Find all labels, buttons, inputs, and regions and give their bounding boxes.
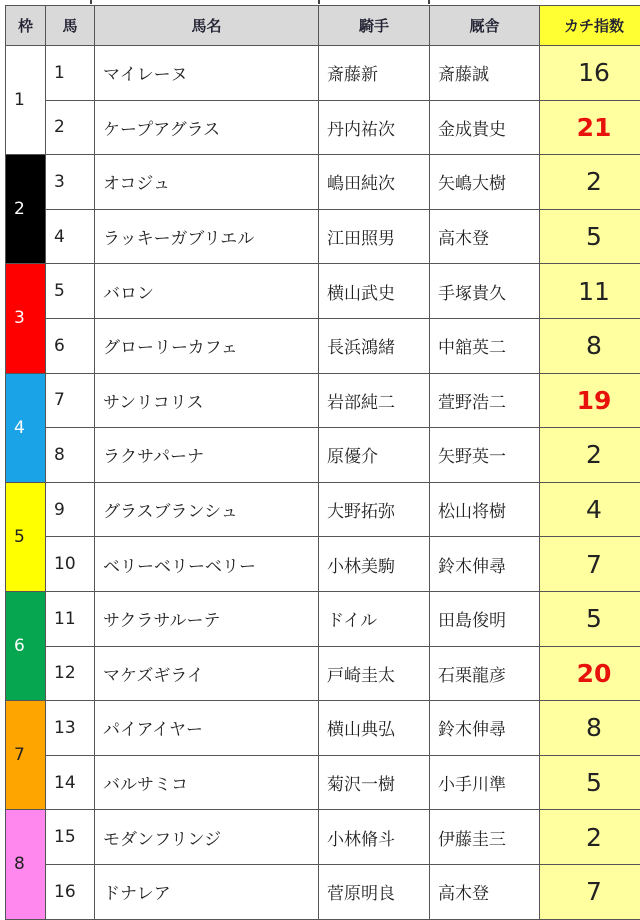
table-header-row <box>6 6 640 46</box>
jockey-cell: 横山武史 <box>319 264 430 319</box>
score-cell: 5 <box>540 209 640 264</box>
table-row <box>6 428 640 483</box>
trainer-cell: 矢野英一 <box>430 428 540 483</box>
jockey-cell: 長浜鴻緒 <box>319 318 430 373</box>
jockey-cell: 菊沢一樹 <box>319 755 430 810</box>
table-row <box>6 373 640 428</box>
score-cell: 2 <box>540 810 640 865</box>
horse-number-cell: 12 <box>46 646 95 701</box>
table-row <box>6 155 640 210</box>
table-row <box>6 810 640 865</box>
header-horse-name: 馬名 <box>95 6 319 46</box>
score-cell: 19 <box>540 373 640 428</box>
jockey-cell: 戸崎圭太 <box>319 646 430 701</box>
header-score: カチ指数 <box>540 6 640 46</box>
horse-name-cell: ベリーベリーベリー <box>95 537 319 592</box>
horse-number-cell: 3 <box>46 155 95 210</box>
score-cell: 2 <box>540 428 640 483</box>
score-cell: 16 <box>540 46 640 101</box>
trainer-cell: 石栗龍彦 <box>430 646 540 701</box>
score-cell: 5 <box>540 755 640 810</box>
score-cell: 5 <box>540 591 640 646</box>
score-cell: 4 <box>540 482 640 537</box>
score-cell: 8 <box>540 318 640 373</box>
table-row <box>6 646 640 701</box>
trainer-cell: 小手川準 <box>430 755 540 810</box>
table-row <box>6 864 640 919</box>
table-row <box>6 701 640 756</box>
horse-number-cell: 6 <box>46 318 95 373</box>
horse-name-cell: ドナレア <box>95 864 319 919</box>
jockey-cell: 大野拓弥 <box>319 482 430 537</box>
horse-name-cell: バルサミコ <box>95 755 319 810</box>
trainer-cell: 斎藤誠 <box>430 46 540 101</box>
jockey-cell: 原優介 <box>319 428 430 483</box>
header-horse-number: 馬 <box>46 6 95 46</box>
horse-number-cell: 14 <box>46 755 95 810</box>
horse-number-cell: 7 <box>46 373 95 428</box>
trainer-cell: 金成貴史 <box>430 100 540 155</box>
table-row <box>6 755 640 810</box>
jockey-cell: 丹内祐次 <box>319 100 430 155</box>
trainer-cell: 中舘英二 <box>430 318 540 373</box>
horse-name-cell: バロン <box>95 264 319 319</box>
frame-cell: 4 <box>6 373 46 482</box>
horse-number-cell: 4 <box>46 209 95 264</box>
score-cell: 7 <box>540 864 640 919</box>
horse-name-cell: ラッキーガブリエル <box>95 209 319 264</box>
horse-name-cell: ケープアグラス <box>95 100 319 155</box>
trainer-cell: 手塚貴久 <box>430 264 540 319</box>
jockey-cell: 小林美駒 <box>319 537 430 592</box>
score-cell: 21 <box>540 100 640 155</box>
frame-cell: 7 <box>6 701 46 810</box>
jockey-cell: 嶋田純次 <box>319 155 430 210</box>
jockey-cell: 菅原明良 <box>319 864 430 919</box>
horse-number-cell: 2 <box>46 100 95 155</box>
frame-cell: 5 <box>6 482 46 591</box>
horse-name-cell: マケズギライ <box>95 646 319 701</box>
top-border <box>0 0 640 4</box>
frame-cell: 1 <box>6 46 46 155</box>
trainer-cell: 伊藤圭三 <box>430 810 540 865</box>
jockey-cell: 斎藤新 <box>319 46 430 101</box>
trainer-cell: 高木登 <box>430 209 540 264</box>
frame-cell: 3 <box>6 264 46 373</box>
score-cell: 2 <box>540 155 640 210</box>
horse-name-cell: マイレーヌ <box>95 46 319 101</box>
table-row <box>6 264 640 319</box>
table-row <box>6 100 640 155</box>
horse-number-cell: 13 <box>46 701 95 756</box>
trainer-cell: 鈴木伸尋 <box>430 537 540 592</box>
trainer-cell: 松山将樹 <box>430 482 540 537</box>
jockey-cell: 岩部純二 <box>319 373 430 428</box>
horse-number-cell: 15 <box>46 810 95 865</box>
trainer-cell: 鈴木伸尋 <box>430 701 540 756</box>
score-cell: 20 <box>540 646 640 701</box>
table-row <box>6 482 640 537</box>
horse-number-cell: 1 <box>46 46 95 101</box>
score-cell: 11 <box>540 264 640 319</box>
horse-number-cell: 11 <box>46 591 95 646</box>
horse-name-cell: パイアイヤー <box>95 701 319 756</box>
header-jockey: 騎手 <box>319 6 430 46</box>
horse-number-cell: 16 <box>46 864 95 919</box>
jockey-cell: 江田照男 <box>319 209 430 264</box>
horse-name-cell: サクラサルーテ <box>95 591 319 646</box>
frame-cell: 2 <box>6 155 46 264</box>
horse-name-cell: ラクサパーナ <box>95 428 319 483</box>
score-cell: 7 <box>540 537 640 592</box>
frame-cell: 6 <box>6 591 46 700</box>
horse-number-cell: 9 <box>46 482 95 537</box>
horse-number-cell: 10 <box>46 537 95 592</box>
horse-number-cell: 8 <box>46 428 95 483</box>
frame-cell: 8 <box>6 810 46 919</box>
table-row <box>6 591 640 646</box>
table-row <box>6 318 640 373</box>
horse-name-cell: モダンフリンジ <box>95 810 319 865</box>
horse-name-cell: オコジュ <box>95 155 319 210</box>
horse-name-cell: グラスブランシュ <box>95 482 319 537</box>
jockey-cell: 小林脩斗 <box>319 810 430 865</box>
jockey-cell: ドイル <box>319 591 430 646</box>
header-trainer: 厩舎 <box>430 6 540 46</box>
horse-name-cell: グローリーカフェ <box>95 318 319 373</box>
trainer-cell: 田島俊明 <box>430 591 540 646</box>
trainer-cell: 萱野浩二 <box>430 373 540 428</box>
horse-number-cell: 5 <box>46 264 95 319</box>
trainer-cell: 矢嶋大樹 <box>430 155 540 210</box>
horse-name-cell: サンリコリス <box>95 373 319 428</box>
jockey-cell: 横山典弘 <box>319 701 430 756</box>
score-cell: 8 <box>540 701 640 756</box>
table-body <box>6 46 640 920</box>
trainer-cell: 高木登 <box>430 864 540 919</box>
table-row <box>6 46 640 101</box>
header-waku: 枠 <box>6 6 46 46</box>
race-entry-table <box>5 5 640 920</box>
table-row <box>6 537 640 592</box>
table-row <box>6 209 640 264</box>
